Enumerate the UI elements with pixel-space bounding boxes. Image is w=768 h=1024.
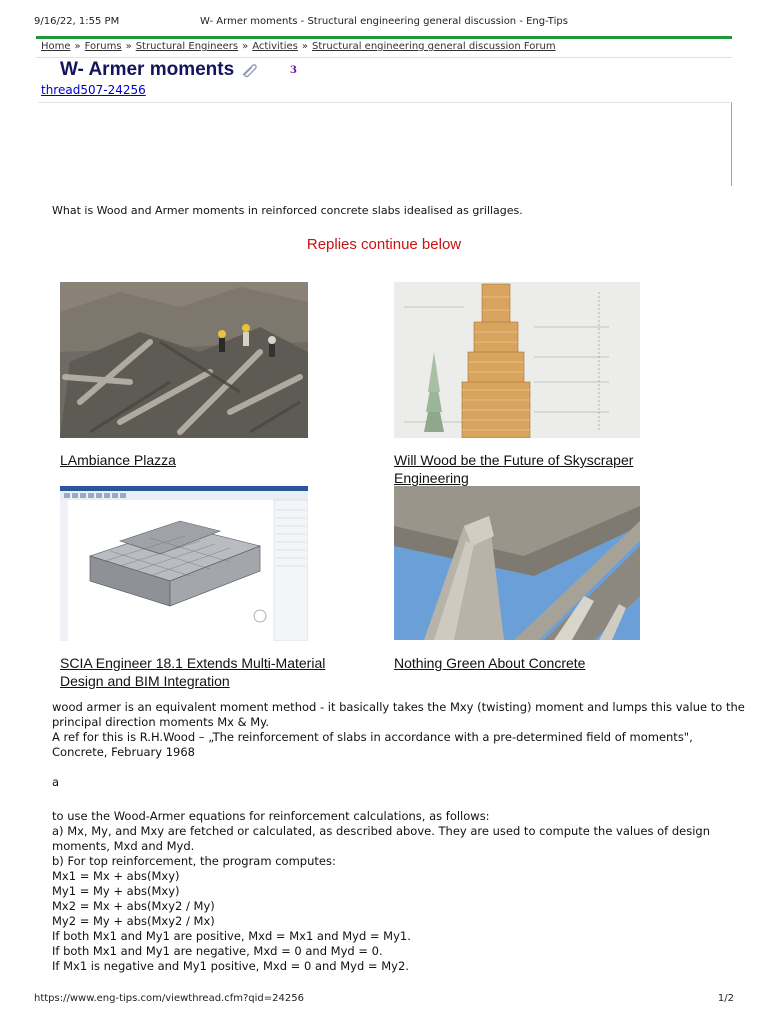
print-footer (0, 993, 768, 1007)
question-text: What is Wood and Armer moments in reinforced concrete slabs idealised as grillages. (52, 204, 523, 217)
breadcrumb-forums[interactable]: Forums (84, 41, 122, 52)
reply-line: A ref for this is R.H.Wood – „The reinforcement of slabs in accordance with a pre-determined field of moments", (52, 730, 693, 744)
breadcrumb-divider (36, 57, 732, 58)
reply-line: If Mx1 is negative and My1 positive, Mxd = 0 and Myd = My2. (52, 959, 409, 973)
card-caption-line[interactable]: Will Wood be the Future of Skyscraper (394, 452, 634, 468)
reply-count-badge: 3 (290, 65, 297, 76)
reply-line: b) For top reinforcement, the program computes: (52, 854, 336, 868)
print-page-title: W- Armer moments - Structural engineering general discussion - Eng-Tips (200, 16, 568, 27)
print-datetime: 9/16/22, 1:55 PM (34, 16, 120, 27)
reply-line: a) Mx, My, and Mxy are fetched or calculated, as described above. They are used to compute the values of design (52, 824, 710, 838)
breadcrumb-activities[interactable]: Activities (252, 41, 298, 52)
reply-line: wood armer is an equivalent moment method - it basically takes the Mxy (twisting) moment and lumps this value to the (52, 700, 745, 714)
card-caption-concrete[interactable] (394, 654, 694, 672)
breadcrumb-home[interactable]: Home (41, 41, 71, 52)
reply-line: If both Mx1 and My1 are positive, Mxd = Mx1 and Myd = My1. (52, 929, 411, 943)
ad-placeholder (38, 102, 732, 186)
thread-title (60, 59, 258, 81)
card-caption-line[interactable]: Nothing Green About Concrete (394, 655, 586, 671)
breadcrumb-forum[interactable]: Structural engineering general discussion Forum (312, 41, 556, 52)
card-caption-wood-skyscraper[interactable] (394, 451, 694, 487)
reply-line: to use the Wood-Armer equations for reinforcement calculations, as follows: (52, 809, 490, 823)
card-caption-lambiance[interactable] (60, 451, 360, 469)
card-caption-line[interactable]: LAmbiance Plazza (60, 452, 176, 468)
card-caption-line[interactable]: SCIA Engineer 18.1 Extends Multi-Material (60, 655, 326, 671)
print-page-number: 1/2 (717, 993, 734, 1004)
breadcrumb-separator: » (74, 41, 81, 52)
print-url: https://www.eng-tips.com/viewthread.cfm?qid=24256 (34, 993, 304, 1004)
reply-line: My1 = My + abs(Mxy) (52, 884, 180, 898)
replies-continue-notice: Replies continue below (306, 236, 462, 253)
breadcrumb-structural-engineers[interactable]: Structural Engineers (135, 41, 239, 52)
print-header (0, 16, 768, 30)
reply-line: a (52, 775, 60, 789)
card-caption-line[interactable]: Design and BIM Integration (60, 673, 230, 689)
software-3d-model-screenshot[interactable] (60, 486, 308, 641)
reply-line: principal direction moments Mx & My. (52, 715, 269, 729)
reply-line: Mx2 = Mx + abs(Mxy2 / My) (52, 899, 215, 913)
breadcrumb-separator: » (125, 41, 132, 52)
reply-line: moments, Mxd and Myd. (52, 839, 195, 853)
card-caption-scia[interactable] (60, 654, 380, 690)
reply-line: Mx1 = Mx + abs(Mxy) (52, 869, 180, 883)
skyscraper-diagram[interactable] (394, 282, 640, 438)
breadcrumb (41, 41, 556, 55)
accent-bar (36, 36, 732, 39)
concrete-bridge-photo[interactable] (394, 486, 640, 640)
thread-title-text: W- Armer moments (60, 59, 235, 80)
card-caption-line[interactable]: Engineering (394, 470, 469, 486)
reply-line: Concrete, February 1968 (52, 745, 196, 759)
reply-line: If both Mx1 and My1 are negative, Mxd = 0 and Myd = 0. (52, 944, 383, 958)
thread-id-link[interactable]: thread507-24256 (41, 83, 146, 97)
reply-line: My2 = My + abs(Mxy2 / Mx) (52, 914, 215, 928)
rubble-collapse-photo[interactable] (60, 282, 308, 438)
breadcrumb-separator: » (242, 41, 249, 52)
paperclip-icon[interactable] (240, 62, 258, 78)
breadcrumb-separator: » (301, 41, 308, 52)
